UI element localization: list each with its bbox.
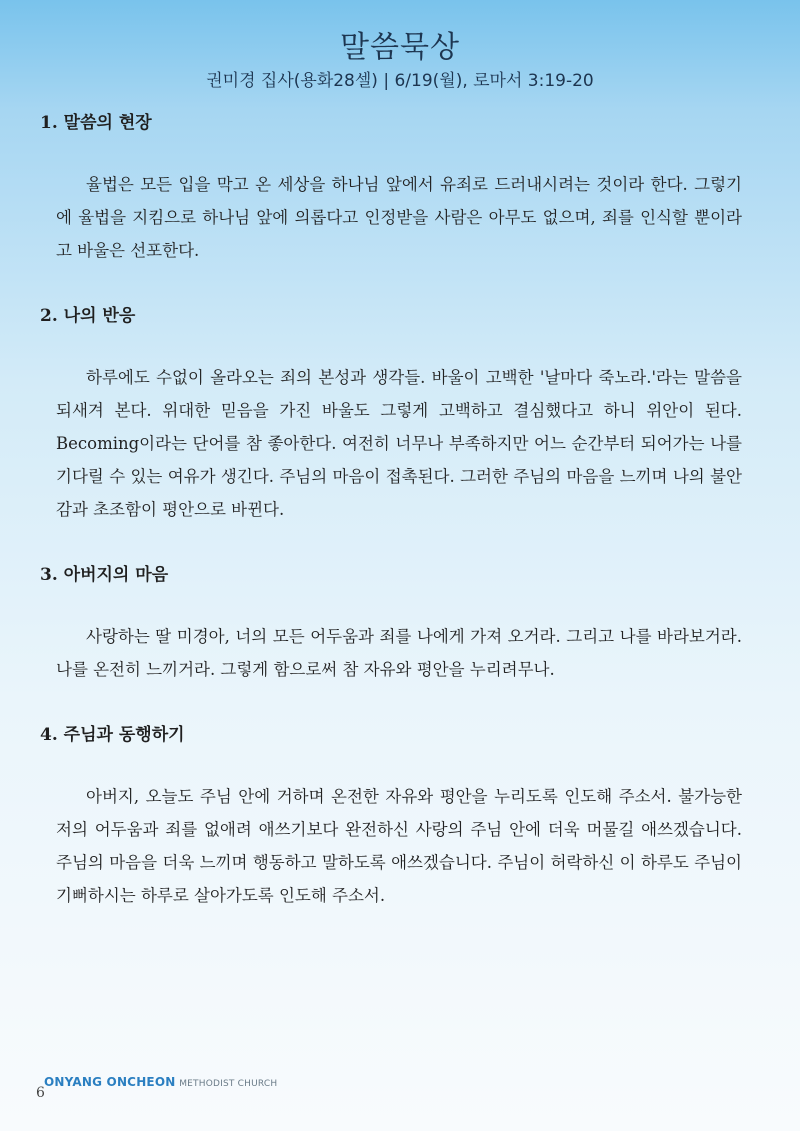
section-body: 율법은 모든 입을 막고 온 세상을 하나님 앞에서 유죄로 드러내시려는 것이라 한다. 그렇기에 율법을 지킴으로 하나님 앞에 의롭다고 인정받을 사람은 아무도 없으며, 죄를 인식할 뿐이라고 바울은 선포한다. [56,175,742,260]
section-body: 아버지, 오늘도 주님 안에 거하며 온전한 자유와 평안을 누리도록 인도해 주소서. 불가능한 저의 어두움과 죄를 없애려 애쓰기보다 완전하신 사랑의 주님 안에 더욱 머물길 애쓰겠습니다. 주님의 마음을 더욱 느끼며 행동하고 말하도록 애쓰겠습니다. 주님이 허락하신 이 하루도 주님이 기뻐하시는 하루로 살아가도록 인도해 주소서. [56,787,742,905]
section-walk-with-lord [40,720,742,912]
section-scripture [40,108,742,267]
section-body: 사랑하는 딸 미경아, 너의 모든 어두움과 죄를 나에게 가져 오거라. 그리고 나를 바라보거라. 나를 온전히 느끼거라. 그렇게 함으로써 참 자유와 평안을 누리려무나. [56,627,742,679]
logo-name: ONYANG ONCHEON [44,1075,176,1089]
church-logo [44,1075,277,1089]
page-subtitle: 권미경 집사(용화28셀) | 6/19(월), 로마서 3:19-20 [206,71,594,91]
section-heading: 4. 주님과 동행하기 [40,725,185,745]
meditation-content [40,108,742,946]
section-response [40,301,742,526]
section-heading: 1. 말씀의 현장 [40,113,152,133]
section-body: 하루에도 수없이 올라오는 죄의 본성과 생각들. 바울이 고백한 '날마다 죽노라.'라는 말씀을 되새겨 본다. 위대한 믿음을 가진 바울도 그렇게 고백하고 결심했다고 하니 위안이 된다. Becoming이라는 단어를 참 좋아한다. 여전히 너무나 부족하지만 어느 순간부터 되어가는 나를 기다릴 수 있는 여유가 생긴다. 주님의 마음이 접촉된다. 그러한 주님의 마음을 느끼며 나의 불안감과 초조함이 평안으로 바뀐다. [56,368,742,519]
section-heading: 2. 나의 반응 [40,306,136,326]
section-heading: 3. 아버지의 마음 [40,565,169,585]
page-title: 말씀묵상 [340,30,460,65]
page-number: 6 [36,1085,45,1101]
page-header [0,0,800,96]
logo-subtitle: METHODIST CHURCH [179,1079,278,1089]
section-father-heart [40,560,742,686]
